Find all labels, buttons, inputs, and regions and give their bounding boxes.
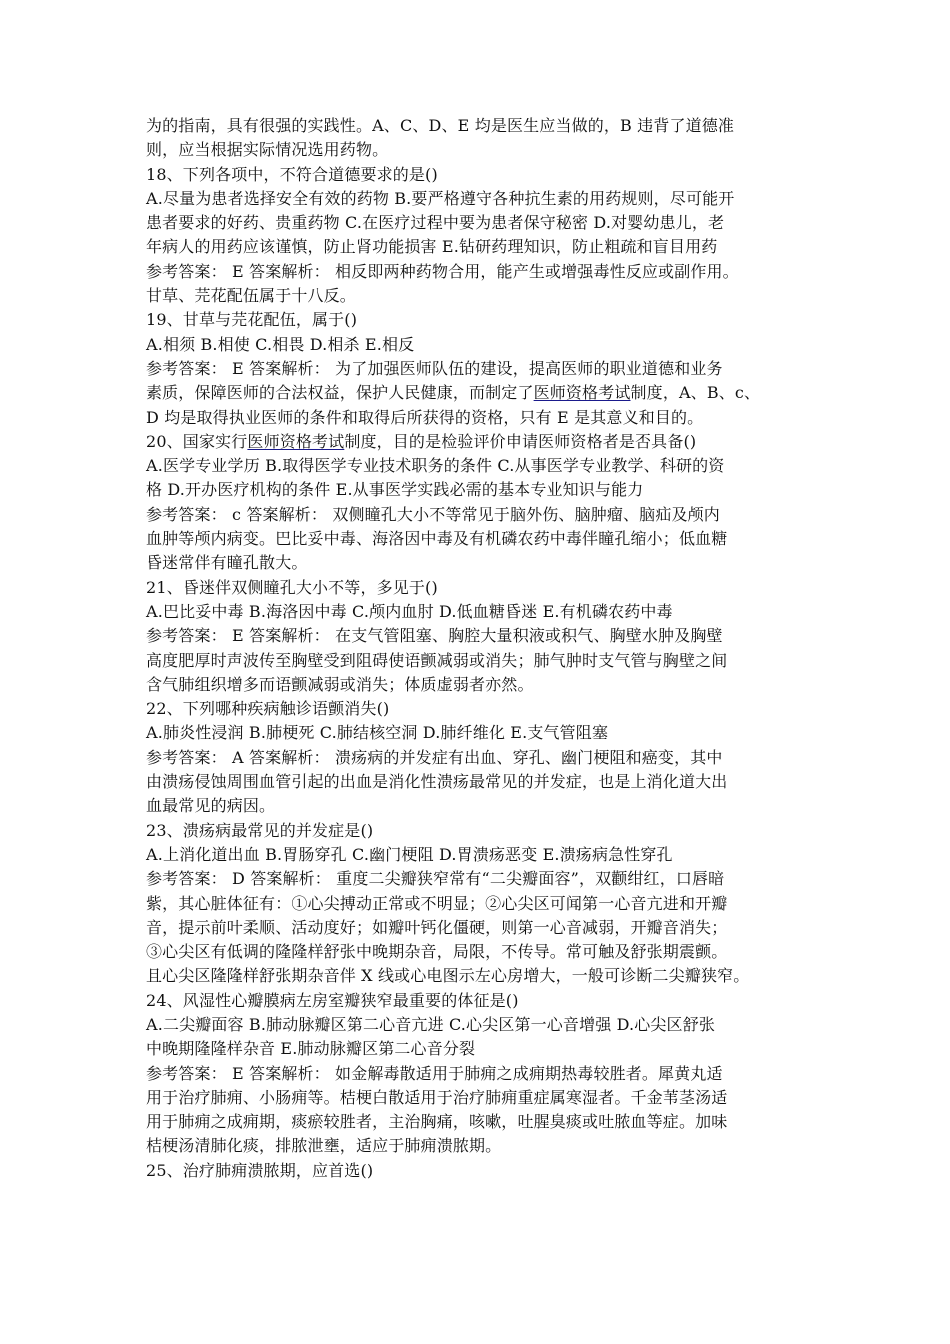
- text-line: [146, 478, 810, 502]
- text-segment: 参考答案： D 答案解析： 重度二尖瓣狭窄常有“二尖瓣面容”，双颧绀红，口唇暗: [146, 869, 725, 889]
- text-line: [146, 649, 810, 673]
- text-line: [146, 1086, 810, 1110]
- text-line: [146, 211, 810, 235]
- text-line: [146, 163, 810, 187]
- text-segment: 用于肺痈之成痈期，痰瘀较胜者，主治胸痛，咳嗽，吐腥臭痰或吐脓血等症。加味: [146, 1112, 728, 1132]
- text-line: [146, 114, 810, 138]
- text-line: [146, 624, 810, 648]
- document-page: [146, 114, 810, 1183]
- text-segment: 血肿等颅内病变。巴比妥中毒、海洛因中毒及有机磷农药中毒伴瞳孔缩小；低血糖: [146, 529, 728, 549]
- text-segment: 则，应当根据实际情况选用药物。: [146, 140, 389, 160]
- text-line: [146, 794, 810, 818]
- text-line: [146, 430, 810, 454]
- text-segment: ③心尖区有低调的隆隆样舒张中晚期杂音，局限，不传导。常可触及舒张期震颤。: [146, 942, 728, 962]
- text-segment: 18、下列各项中，不符合道德要求的是(): [146, 164, 438, 184]
- text-segment: 素质，保障医师的合法权益，保护人民健康，而制定了: [146, 383, 534, 403]
- text-line: [146, 308, 810, 332]
- text-line: [146, 576, 810, 600]
- text-segment: A.尽量为患者选择安全有效的药物 B.要严格遵守各种抗生素的用药规则，尽可能开: [146, 188, 735, 208]
- text-segment: 制度，目的是检验评价申请医师资格者是否具备(): [344, 431, 697, 451]
- text-segment: 制度，A、B、c、: [630, 383, 761, 403]
- text-segment: A.二尖瓣面容 B.肺动脉瓣区第二心音亢进 C.心尖区第一心音增强 D.心尖区舒张: [146, 1014, 715, 1034]
- text-line: [146, 503, 810, 527]
- text-segment: 参考答案： c 答案解析： 双侧瞳孔大小不等常见于脑外伤、脑肿瘤、脑疝及颅内: [146, 504, 720, 524]
- text-segment: 21、昏迷伴双侧瞳孔大小不等，多见于(): [146, 577, 438, 597]
- text-segment: 且心尖区隆隆样舒张期杂音伴 X 线或心电图示左心房增大，一般可诊断二尖瓣狭窄。: [146, 966, 750, 986]
- text-segment: 24、风湿性心瓣膜病左房室瓣狭窄最重要的体征是(): [146, 990, 519, 1010]
- text-segment: 患者要求的好药、贵重药物 C.在医疗过程中要为患者保守秘密 D.对婴幼患儿，老: [146, 213, 725, 233]
- text-segment: A.上消化道出血 B.胃肠穿孔 C.幽门梗阻 D.胃溃疡恶变 E.溃疡病急性穿孔: [146, 844, 673, 864]
- text-segment: 参考答案： E 答案解析： 如金解毒散适用于肺痈之成痈期热毒较胜者。犀黄丸适: [146, 1063, 723, 1083]
- text-line: [146, 916, 810, 940]
- text-segment: 23、溃疡病最常见的并发症是(): [146, 820, 374, 840]
- text-segment: 19、甘草与芫花配伍，属于(): [146, 310, 358, 330]
- text-segment: A.医学专业学历 B.取得医学专业技术职务的条件 C.从事医学专业教学、科研的资: [146, 456, 725, 476]
- text-line: [146, 333, 810, 357]
- text-line: [146, 551, 810, 575]
- text-line: [146, 357, 810, 381]
- text-line: [146, 673, 810, 697]
- text-segment: D 均是取得执业医师的条件和取得后所获得的资格，只有 E 是其意义和目的。: [146, 407, 704, 427]
- text-segment: 格 D.开办医疗机构的条件 E.从事医学实践必需的基本专业知识与能力: [146, 480, 644, 500]
- exam-link[interactable]: 医师资格考试: [247, 431, 345, 451]
- text-line: [146, 867, 810, 891]
- text-segment: 参考答案： A 答案解析： 溃疡病的并发症有出血、穿孔、幽门梗阻和癌变，其中: [146, 747, 723, 767]
- text-line: [146, 721, 810, 745]
- text-line: [146, 746, 810, 770]
- text-line: [146, 989, 810, 1013]
- text-line: [146, 600, 810, 624]
- text-segment: A.肺炎性浸润 B.肺梗死 C.肺结核空洞 D.肺纤维化 E.支气管阻塞: [146, 723, 609, 743]
- text-segment: 为的指南，具有很强的实践性。A、C、D、E 均是医生应当做的，B 违背了道德准: [146, 116, 735, 135]
- text-line: [146, 697, 810, 721]
- text-line: [146, 964, 810, 988]
- text-line: [146, 940, 810, 964]
- text-line: [146, 284, 810, 308]
- text-segment: 紫，其心脏体征有：①心尖搏动正常或不明显；②心尖区可闻第一心音亢进和开瓣: [146, 893, 728, 913]
- text-segment: 参考答案： E 答案解析： 为了加强医师队伍的建设，提高医师的职业道德和业务: [146, 358, 723, 378]
- text-line: [146, 527, 810, 551]
- exam-link[interactable]: 医师资格考试: [533, 383, 631, 403]
- text-segment: 含气肺组织增多而语颤减弱或消失；体质虚弱者亦然。: [146, 674, 534, 694]
- text-segment: 参考答案： E 答案解析： 相反即两种药物合用，能产生或增强毒性反应或副作用。: [146, 261, 739, 281]
- text-segment: 20、国家实行: [146, 431, 248, 451]
- text-line: [146, 1110, 810, 1134]
- text-line: [146, 1013, 810, 1037]
- text-line: [146, 381, 810, 405]
- text-line: [146, 406, 810, 430]
- text-line: [146, 260, 810, 284]
- text-segment: 参考答案： E 答案解析： 在支气管阻塞、胸腔大量积液或积气、胸壁水肿及胸壁: [146, 626, 723, 646]
- text-line: [146, 138, 810, 162]
- text-segment: 甘草、芫花配伍属于十八反。: [146, 286, 356, 306]
- text-segment: 高度肥厚时声波传至胸壁受到阻碍使语颤减弱或消失；肺气肿时支气管与胸壁之间: [146, 650, 728, 670]
- text-segment: A.相须 B.相使 C.相畏 D.相杀 E.相反: [146, 334, 415, 354]
- text-segment: A.巴比妥中毒 B.海洛因中毒 C.颅内血肘 D.低血糖昏迷 E.有机磷农药中毒: [146, 601, 673, 621]
- text-segment: 由溃疡侵蚀周围血管引起的出血是消化性溃疡最常见的并发症，也是上消化道大出: [146, 772, 728, 792]
- text-segment: 中晚期隆隆样杂音 E.肺动脉瓣区第二心音分裂: [146, 1039, 476, 1059]
- text-line: [146, 1037, 810, 1061]
- text-segment: 昏迷常伴有瞳孔散大。: [146, 553, 308, 573]
- text-segment: 年病人的用药应该谨慎，防止肾功能损害 E.钻研药理知识，防止粗疏和盲目用药: [146, 237, 718, 257]
- text-segment: 25、治疗肺痈溃脓期，应首选(): [146, 1160, 374, 1180]
- text-line: [146, 843, 810, 867]
- text-segment: 音，提示前叶柔顺、活动度好；如瓣叶钙化僵硬，则第一心音减弱，开瓣音消失；: [146, 917, 728, 937]
- text-line: [146, 892, 810, 916]
- text-line: [146, 454, 810, 478]
- text-line: [146, 1159, 810, 1183]
- text-line: [146, 1062, 810, 1086]
- text-segment: 血最常见的病因。: [146, 796, 276, 816]
- text-line: [146, 770, 810, 794]
- text-segment: 桔梗汤清肺化痰，排脓泄壅，适应于肺痈溃脓期。: [146, 1136, 502, 1156]
- text-segment: 用于治疗肺痈、小肠痈等。桔梗白散适用于治疗肺痈重症属寒湿者。千金苇茎汤适: [146, 1087, 728, 1107]
- text-segment: 22、下列哪种疾病触诊语颤消失(): [146, 699, 390, 719]
- text-line: [146, 819, 810, 843]
- text-line: [146, 235, 810, 259]
- text-line: [146, 1134, 810, 1158]
- text-line: [146, 187, 810, 211]
